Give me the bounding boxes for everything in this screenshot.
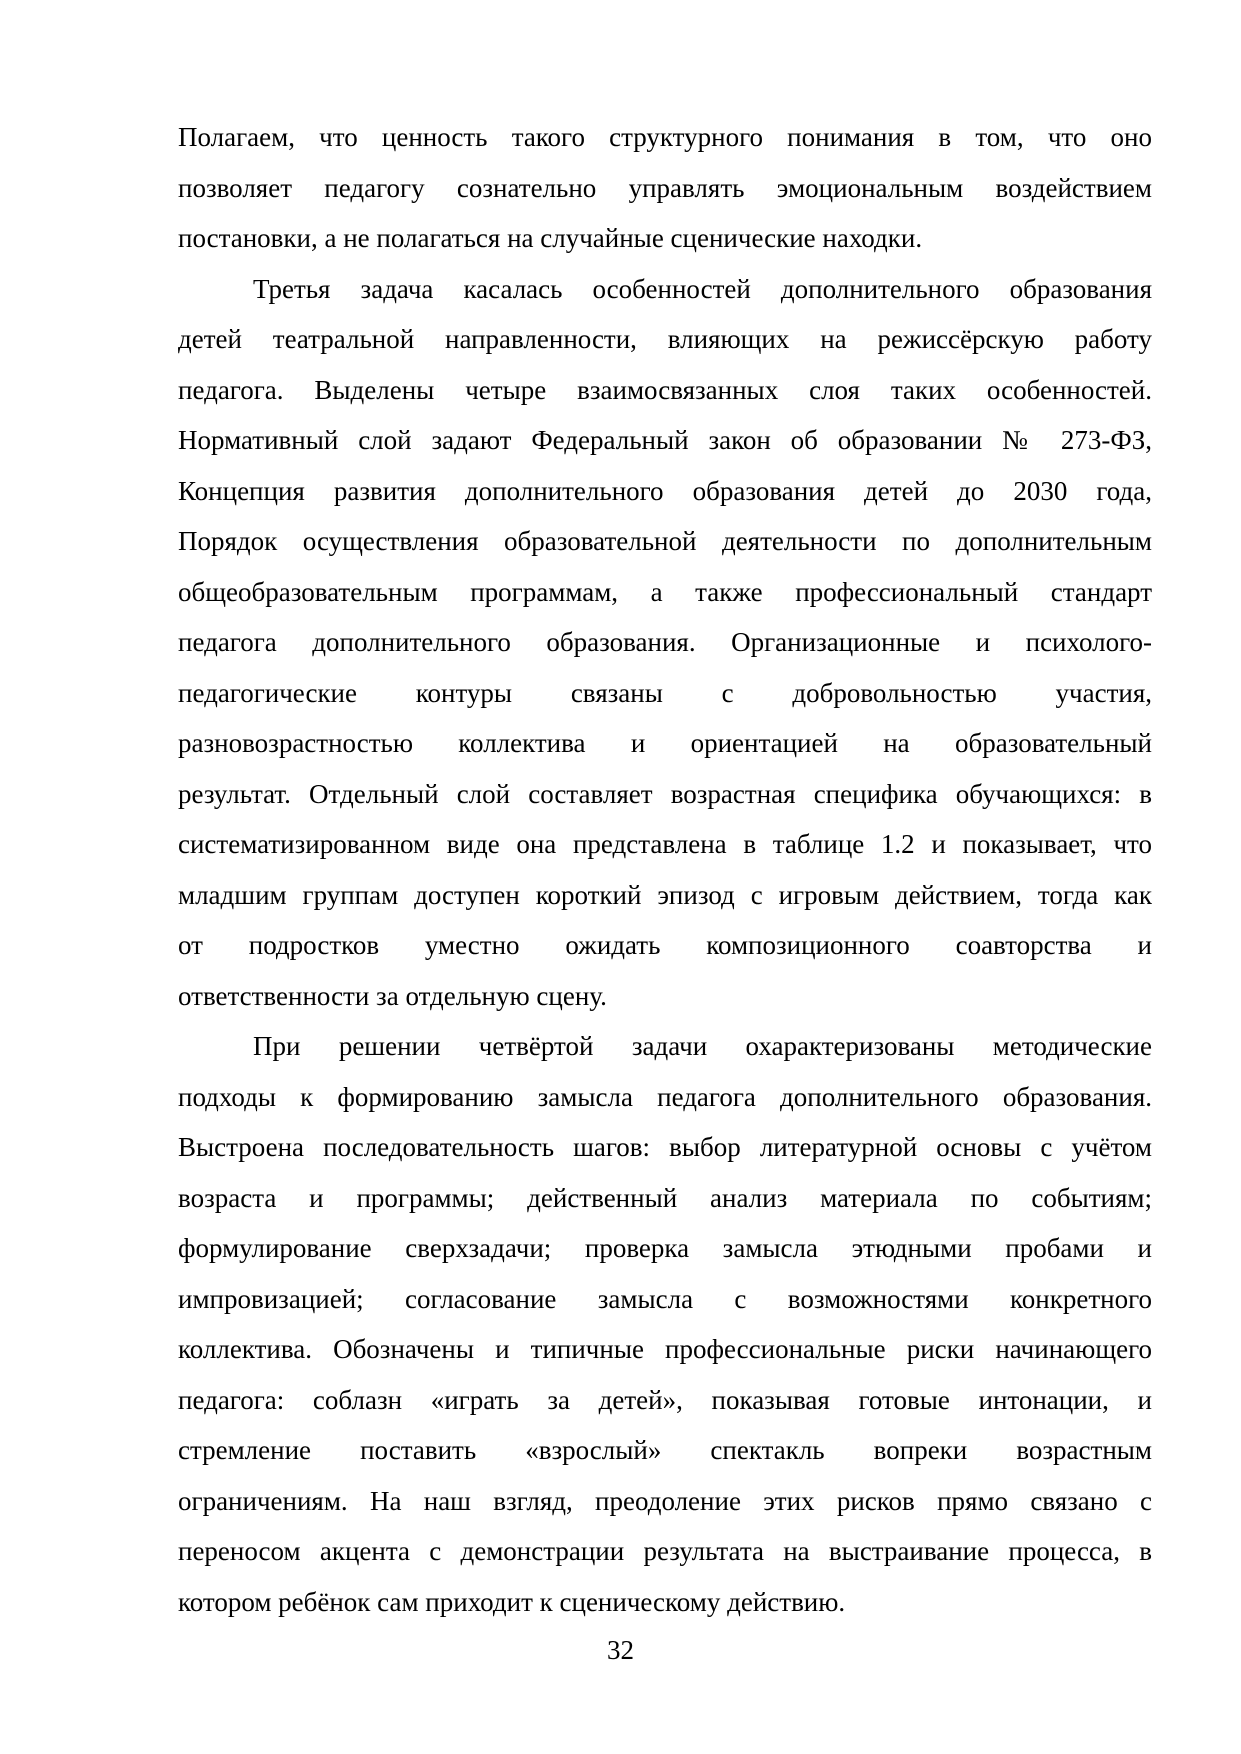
text-line: ограничениям. На наш взгляд, преодоление этих рисков прямо связано с (178, 1485, 1152, 1516)
text-line: разновозрастностью коллектива и ориентацией на образовательный (178, 728, 1152, 758)
text-line: Третья задача касалась особенностей дополнительного образования (253, 273, 1152, 304)
text-line: стремление поставить «взрослый» спектакль вопреки возрастным (178, 1435, 1152, 1465)
text-line: педагога. Выделены четыре взаимосвязанных слоя таких особенностей. (178, 374, 1152, 405)
text-line: младшим группам доступен короткий эпизод с игровым действием, тогда как (178, 879, 1152, 910)
text-line: возраста и программы; действенный анализ материала по событиям; (178, 1182, 1152, 1213)
text-line: постановки, а не полагаться на случайные сценические находки. (178, 223, 923, 253)
text-line: Полагаем, что ценность такого структурного понимания в том, что оно (178, 122, 1152, 152)
text-line: подходы к формированию замысла педагога дополнительного образования. (178, 1081, 1152, 1112)
text-line: систематизированном виде она представлена в таблице 1.2 и показывает, что (178, 829, 1152, 859)
text-line: Выстроена последовательность шагов: выбор литературной основы с учётом (178, 1132, 1152, 1162)
text-line: педагога: соблазн «играть за детей», показывая готовые интонации, и (178, 1384, 1152, 1415)
text-line: формулирование сверхзадачи; проверка замысла этюдными пробами и (178, 1233, 1152, 1263)
text-line: При решении четвёртой задачи охарактеризованы методические (253, 1031, 1152, 1061)
text-line: Порядок осуществления образовательной деятельности по дополнительным (178, 526, 1152, 556)
text-line: позволяет педагогу сознательно управлять эмоциональным воздействием (178, 172, 1152, 203)
text-line: коллектива. Обозначены и типичные профессиональные риски начинающего (178, 1334, 1152, 1364)
page-number: 32 (607, 1635, 634, 1665)
text-line: педагога дополнительного образования. Организационные и психолого- (178, 627, 1152, 657)
body-text (178, 112, 1152, 1627)
text-line: Нормативный слой задают Федеральный закон об образовании № 273-ФЗ, (178, 425, 1152, 455)
text-line: переносом акцента с демонстрации результата на выстраивание процесса, в (178, 1536, 1152, 1566)
text-line: педагогические контуры связаны с добровольностью участия, (178, 677, 1152, 708)
text-line: импровизацией; согласование замысла с возможностями конкретного (178, 1283, 1152, 1314)
text-line: Концепция развития дополнительного образования детей до 2030 года, (178, 475, 1152, 506)
text-line: общеобразовательным программам, а также профессиональный стандарт (178, 576, 1152, 607)
text-line: от подростков уместно ожидать композиционного соавторства и (178, 930, 1152, 960)
text-line: детей театральной направленности, влияющих на режиссёрскую работу (178, 324, 1152, 354)
text-line: котором ребёнок сам приходит к сценическому действию. (178, 1586, 846, 1617)
text-line: результат. Отдельный слой составляет возрастная специфика обучающихся: в (178, 778, 1152, 809)
text-line: ответственности за отдельную сцену. (178, 980, 607, 1011)
